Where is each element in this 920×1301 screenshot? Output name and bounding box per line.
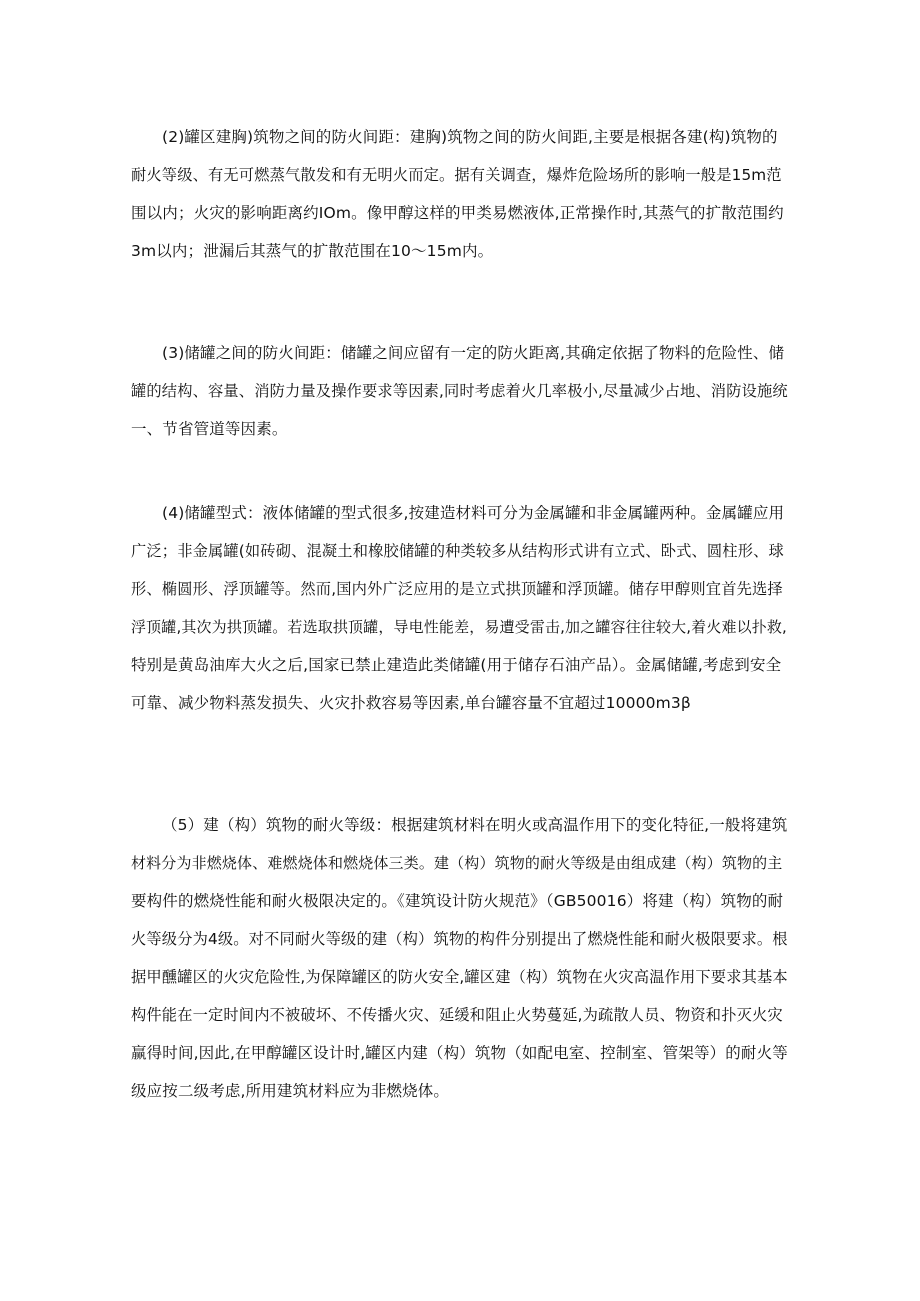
text-line: 耐火等级、有无可燃蒸气散发和有无明火而定。据有关调查，爆炸危险场所的影响一般是15m范 (131, 166, 782, 184)
paragraph-fire-resistance-rating (131, 806, 791, 1110)
text-line: （5）建（构）筑物的耐火等级：根据建筑材料在明火或高温作用下的变化特征,一般将建筑 (162, 816, 788, 834)
text-line: 可靠、减少物料蒸发损失、火灾扑救容易等因素,单台罐容量不宜超过10000m3β (131, 694, 691, 712)
text-line: (4)储罐型式：液体储罐的型式很多,按建造材料可分为金属罐和非金属罐两种。金属罐应用 (162, 504, 785, 522)
paragraph-tank-area-building-spacing (131, 118, 791, 270)
text-line: 一、节省管道等因素。 (131, 420, 288, 438)
text-line: 罐的结构、容量、消防力量及操作要求等因素,同时考虑着火几率极小,尽量减少占地、消防设施统 (131, 382, 788, 400)
text-line: 材料分为非燃烧体、难燃烧体和燃烧体三类。建（构）筑物的耐火等级是由组成建（构）筑物的主 (131, 854, 783, 872)
text-line: 火等级分为4级。对不同耐火等级的建（构）筑物的构件分别提出了燃烧性能和耐火极限要求。根 (131, 930, 788, 948)
text-line: (2)罐区建胸)筑物之间的防火间距：建胸)筑物之间的防火间距,主要是根据各建(构)筑物的 (162, 128, 778, 146)
text-line: 广泛；非金属罐(如砖砌、混凝土和橡胶储罐的种类较多从结构形式讲有立式、卧式、圆柱形、球 (131, 542, 784, 560)
text-line: 3m以内；泄漏后其蒸气的扩散范围在10～15m内。 (131, 242, 494, 260)
text-line: 围以内；火灾的影响距离约IOm。像甲醇这样的甲类易燃液体,正常操作时,其蒸气的扩散范围约 (131, 204, 784, 222)
text-line: 浮顶罐,其次为拱顶罐。若选取拱顶罐，导电性能差，易遭受雷击,加之罐容往往较大,着火难以扑救, (131, 618, 787, 636)
text-line: 形、椭圆形、浮顶罐等。然而,国内外广泛应用的是立式拱顶罐和浮顶罐。储存甲醇则宜首先选择 (131, 580, 783, 598)
paragraph-tank-spacing (131, 334, 791, 448)
text-line: 据甲醺罐区的火灾危险性,为保障罐区的防火安全,罐区建（构）筑物在火灾高温作用下要求其基本 (131, 968, 788, 986)
text-line: 赢得时间,因此,在甲醇罐区设计时,罐区内建（构）筑物（如配电室、控制室、管架等）的耐火等 (131, 1044, 788, 1062)
text-line: 级应按二级考虑,所用建筑材料应为非燃烧体。 (131, 1082, 450, 1100)
paragraph-tank-types (131, 494, 791, 722)
text-line: 要构件的燃烧性能和耐火极限决定的。《建筑设计防火规范》（GB50016）将建（构）筑物的耐 (131, 892, 784, 910)
text-line: (3)储罐之间的防火间距：储罐之间应留有一定的防火距离,其确定依据了物料的危险性、储 (162, 344, 785, 362)
text-line: 特别是黄岛油库大火之后,国家已禁止建造此类储罐(用于储存石油产品）。金属储罐,考虑到安全 (131, 656, 782, 674)
text-line: 构件能在一定时间内不被破坏、不传播火灾、延缓和阻止火势蔓延,为疏散人员、物资和扑灭火灾 (131, 1006, 783, 1024)
